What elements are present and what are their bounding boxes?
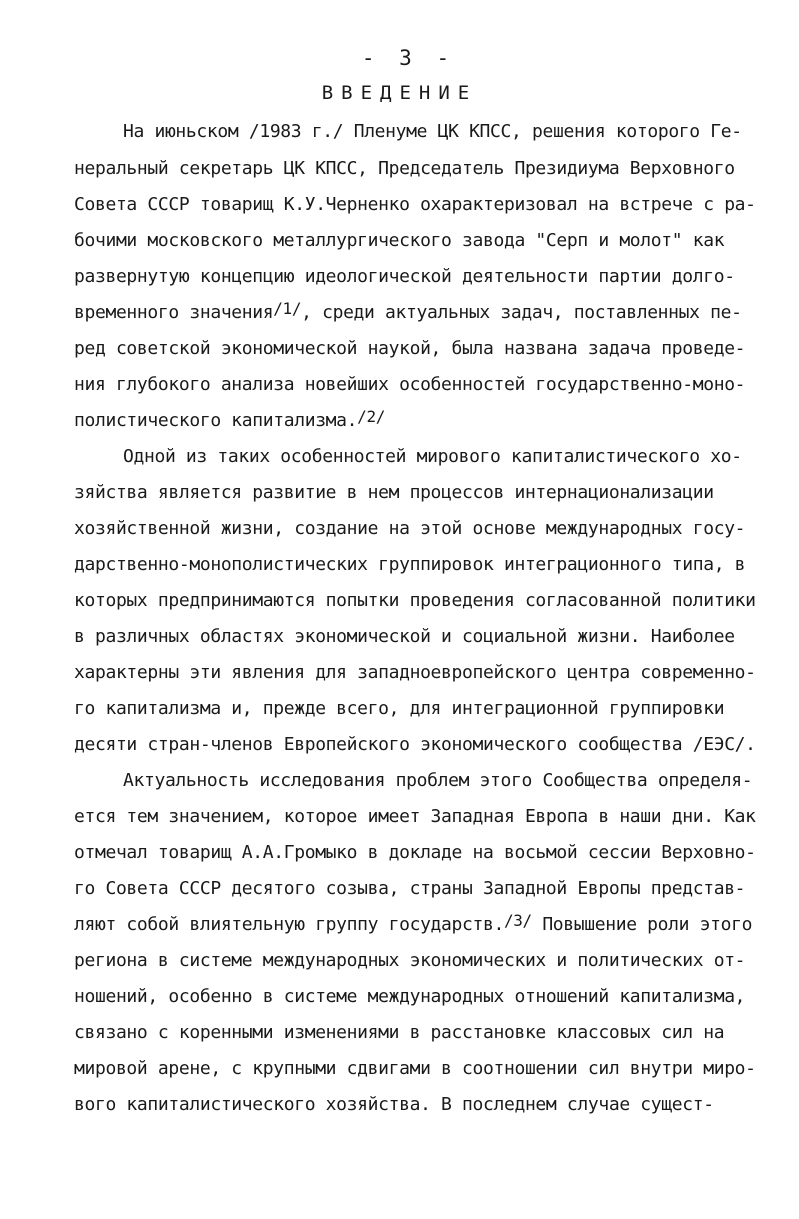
text-line: мировой арене, с крупными сдвигами в соотношении сил внутри миро- — [74, 1058, 756, 1079]
text-line: бочими московского металлургического завода "Серп и молот" как — [74, 230, 725, 251]
text-line: вого капиталистического хозяйства. В последнем случае сущест- — [74, 1094, 714, 1115]
section-heading: ВВЕДЕНИЕ — [321, 82, 478, 104]
text-line: Одной из таких особенностей мирового капиталистического хо- — [123, 446, 742, 467]
text-line: го капитализма и, прежде всего, для интеграционной группировки — [74, 698, 725, 719]
text-line: ется тем значением, которое имеет Западная Европа в наши дни. Как — [74, 806, 756, 827]
text-line — [74, 301, 768, 325]
text-line: связано с коренными изменениями в расстановке классовых сил на — [74, 1022, 725, 1043]
text-line: ношений, особенно в системе международных отношений капитализма, — [74, 986, 746, 1007]
text-line: характерны эти явления для западноевропейского центра современно- — [74, 662, 756, 683]
line-start: полистического капитализма. — [74, 410, 358, 431]
text-line: развернутую концепцию идеологической деятельности партии долго- — [74, 266, 735, 287]
line-rest: Повышение роли этого — [531, 914, 753, 935]
text-line: ния глубокого анализа новейших особенностей государственно-моно- — [74, 374, 746, 395]
text-line: го Совета СССР десятого созыва, страны Западной Европы представ- — [74, 878, 746, 899]
text-line: На июньском /1983 г./ Пленуме ЦК КПСС, решения которого Ге- — [123, 121, 742, 142]
line-start: ляют собой влиятельную группу государств. — [74, 914, 504, 935]
line-start: временного значения — [74, 302, 274, 323]
text-line: Актуальность исследования проблем этого Сообщества определя- — [123, 770, 753, 791]
text-line: в различных областях экономической и социальной жизни. Наиболее — [74, 626, 735, 647]
text-line: зяйства является развитие в нем процессов интернационализации — [74, 482, 714, 503]
text-line: неральный секретарь ЦК КПСС, Председатель Президиума Верховного — [74, 158, 735, 179]
footnote-ref: /3/ — [503, 913, 532, 930]
text-line: дарственно-монополистических группировок интеграционного типа, в — [74, 554, 746, 575]
text-line: Совета СССР товарищ К.У.Черненко охарактеризовал на встрече с ра- — [74, 194, 756, 215]
text-line — [74, 913, 768, 937]
text-line: десяти стран-членов Европейского экономического сообщества /ЕЭС/. — [74, 734, 756, 755]
text-line — [74, 409, 768, 433]
text-line: которых предпринимаются попытки проведения согласованной политики — [74, 590, 756, 611]
page-number: - 3 - — [361, 46, 456, 70]
line-rest: , среди актуальных задач, поставленных пе- — [301, 302, 742, 323]
footnote-ref: /2/ — [357, 409, 386, 426]
text-line: хозяйственной жизни, создание на этой основе международных госу- — [74, 518, 746, 539]
text-line: ред советской экономической наукой, была названа задача проведе- — [74, 338, 746, 359]
text-line: отмечал товарищ А.А.Громыко в докладе на восьмой сессии Верховно- — [74, 842, 756, 863]
footnote-ref: /1/ — [273, 301, 302, 318]
text-line: региона в системе международных экономических и политических от- — [74, 950, 746, 971]
